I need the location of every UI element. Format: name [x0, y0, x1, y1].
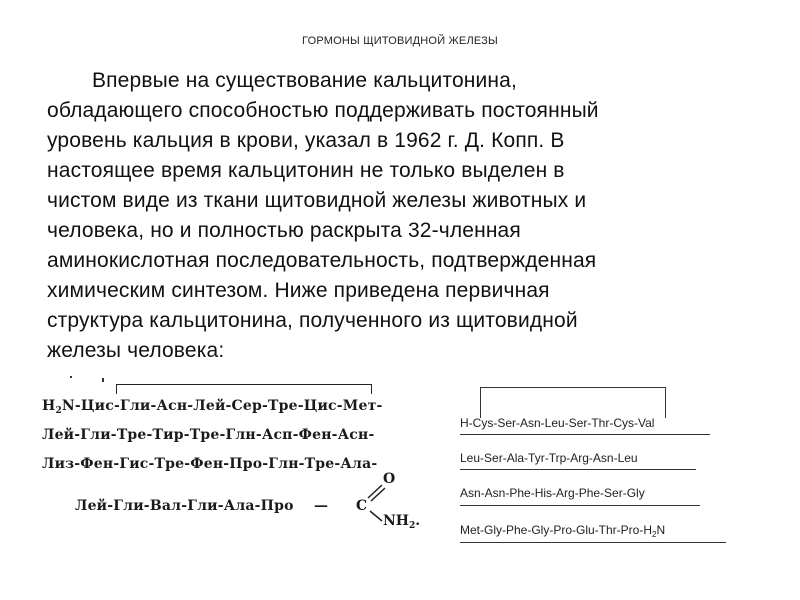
sequence-subscript: 2: [55, 406, 62, 416]
line-underline: [460, 505, 700, 506]
line-underline: [460, 434, 710, 435]
amide-carbon: C: [356, 498, 368, 514]
scan-mark: [70, 376, 72, 378]
double-bond-line: [368, 485, 382, 498]
slide-title: ГОРМОНЫ ЩИТОВИДНОЙ ЖЕЛЕЗЫ: [302, 35, 498, 47]
paragraph-line: аминокислотная последовательность, подтвержденная: [47, 249, 597, 272]
body-paragraph: [47, 66, 767, 366]
sequence-line-4: [460, 523, 665, 539]
disulfide-bridge: [116, 384, 372, 394]
sequence-line-2: Leu-Ser-Ala-Tyr-Trp-Arg-Asn-Leu: [460, 451, 638, 465]
sequence-prefix: H: [42, 398, 56, 414]
sequence-line-3: Asn-Asn-Phe-His-Arg-Phe-Ser-Gly: [460, 486, 645, 500]
paragraph-line: железы человека:: [47, 339, 225, 362]
line-underline: [460, 469, 696, 470]
sequence-line-1: [42, 398, 382, 416]
paragraph-line: обладающего способностью поддерживать постоянный: [47, 99, 599, 122]
amide-bond: —: [314, 498, 328, 514]
paragraph-line: чистом виде из ткани щитовидной железы животных и: [47, 189, 587, 212]
paragraph-line: химическим синтезом. Ниже приведена первичная: [47, 279, 550, 302]
line-underline: [460, 542, 726, 543]
paragraph-line: человека, но и полностью раскрыта 32-членная: [47, 219, 521, 242]
calcitonin-structure-english: [456, 378, 756, 548]
paragraph-line: настоящее время кальцитонин не только выделен в: [47, 159, 565, 182]
sequence-text: N-Цис-Гли-Асн-Лей-Сер-Тре-Цис-Мет-: [61, 398, 383, 414]
sequence-line-4: Лей-Гли-Вал-Гли-Ала-Про: [75, 498, 294, 514]
paragraph-line: Впервые на существование кальцитонина,: [92, 69, 517, 92]
amide-dot: .: [415, 513, 421, 529]
sequence-text: Met-Gly-Phe-Gly-Pro-Glu-Thr-Pro-H: [460, 523, 653, 537]
sequence-line-3: Лиз-Фен-Гис-Тре-Фен-Про-Глн-Тре-Ала-: [42, 456, 378, 472]
c-terminal-amide: [312, 471, 462, 531]
calcitonin-structure-russian: [42, 376, 462, 536]
amide-nh-subscript: 2: [409, 521, 416, 531]
paragraph-line: уровень кальция в крови, указал в 1962 г. Д. Копп. В: [47, 129, 565, 152]
double-bond-line: [371, 488, 385, 501]
sequence-line-1: H-Cys-Ser-Asn-Leu-Ser-Thr-Cys-Val: [460, 416, 655, 430]
paragraph-line: структура кальцитонина, полученного из щитовидной: [47, 309, 578, 332]
amide-oxygen: O: [383, 471, 396, 487]
scan-mark: [102, 378, 104, 382]
amide-bonds-svg: [312, 471, 462, 531]
sequence-line-2: Лей-Гли-Тре-Тир-Тре-Глн-Асп-Фен-Асн-: [42, 427, 375, 443]
sequence-end: N: [656, 523, 666, 537]
amide-nh-text: NH: [383, 513, 410, 529]
disulfide-bridge: [480, 387, 666, 418]
sequence-subscript: 2: [652, 530, 657, 539]
single-bond-line: [370, 511, 382, 521]
